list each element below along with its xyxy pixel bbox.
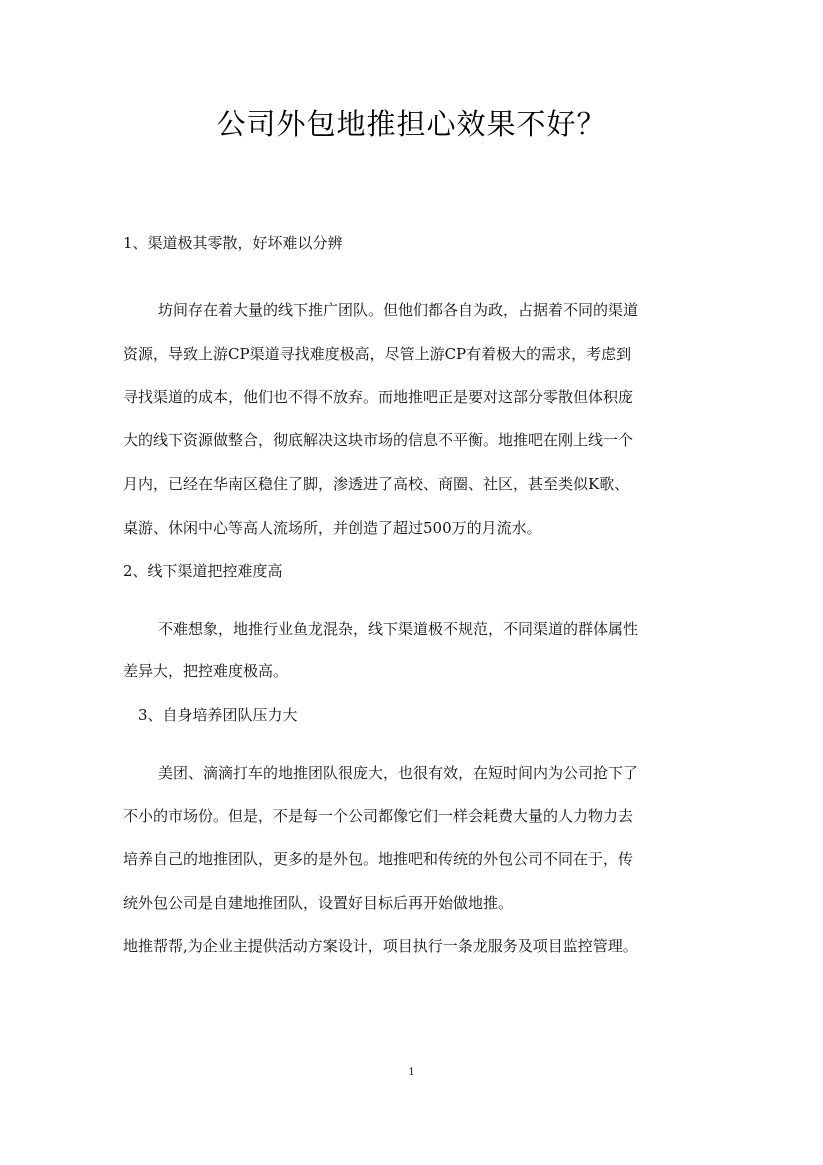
paragraph-line: 寻找渠道的成本，他们也不得不放弃。而地推吧正是要对这部分零散但体积庞 — [123, 388, 634, 406]
paragraph-line: 桌游、休闲中心等高人流场所，并创造了超过500万的月流水。 — [123, 519, 542, 537]
section-heading-1: 1、渠道极其零散，好坏难以分辨 — [123, 234, 343, 252]
paragraph-line: 统外包公司是自建地推团队，设置好目标后再开始做地推。 — [123, 894, 514, 912]
paragraph-line: 资源，导致上游CP渠道寻找难度极高，尽管上游CP有着极大的需求，考虑到 — [123, 345, 632, 363]
page-number: 1 — [408, 1067, 415, 1078]
closing-statement: 地推帮帮,为企业主提供活动方案设计，项目执行一条龙服务及项目监控管理。 — [123, 937, 638, 955]
document-title: 公司外包地推担心效果不好？ — [216, 107, 607, 141]
paragraph-line: 月内，已经在华南区稳住了脚，渗透进了高校、商圈、社区，甚至类似K歌、 — [123, 475, 630, 493]
paragraph-line: 美团、滴滴打车的地推团队很庞大，也很有效，在短时间内为公司抢下了 — [158, 764, 639, 782]
paragraph-line: 不难想象，地推行业鱼龙混杂，线下渠道极不规范，不同渠道的群体属性 — [158, 620, 639, 638]
paragraph-line: 差异大，把控难度极高。 — [123, 662, 289, 680]
paragraph-line: 大的线下资源做整合，彻底解决这块市场的信息不平衡。地推吧在刚上线一个 — [123, 431, 634, 449]
paragraph-line: 培养自己的地推团队，更多的是外包。地推吧和传统的外包公司不同在于，传 — [123, 850, 634, 868]
paragraph-line: 不小的市场份。但是，不是每一个公司都像它们一样会耗费大量的人力物力去 — [123, 807, 634, 825]
section-heading-3: 3、自身培养团队压力大 — [138, 706, 298, 724]
section-heading-2: 2、线下渠道把控难度高 — [123, 562, 283, 580]
paragraph-line: 坊间存在着大量的线下推广团队。但他们都各自为政，占据着不同的渠道 — [158, 301, 639, 319]
